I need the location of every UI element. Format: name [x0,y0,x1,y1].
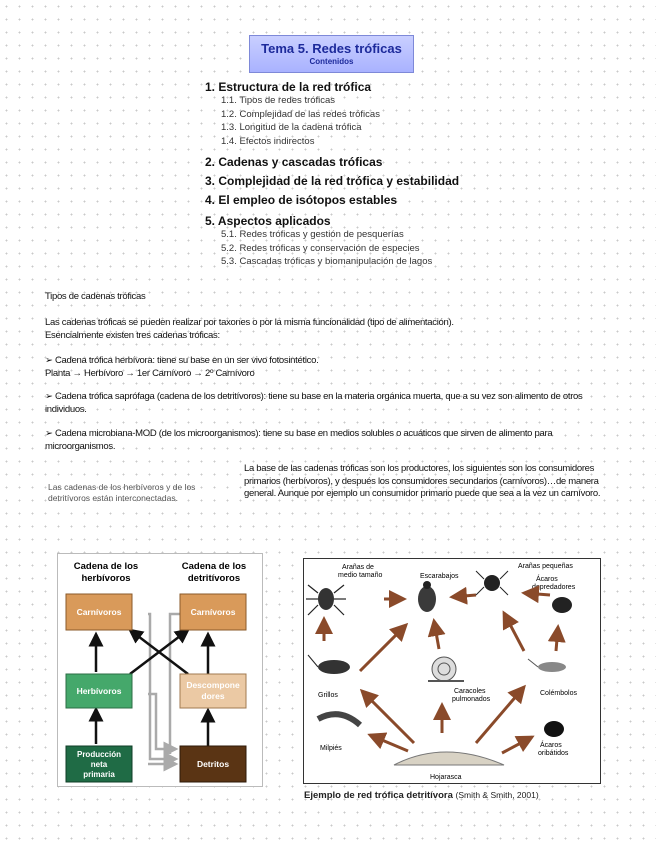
section-5-3: 5.3. Cascadas tróficas y biomanipulación de lagos [221,256,433,267]
page-subtitle: Contenidos [309,57,354,66]
chains-diagram-svg [58,554,262,786]
label-prod-1: Producción [76,750,122,759]
spider-small-icon [476,571,508,595]
label-detritos: Detritos [196,759,230,769]
intro-line-2: Esencialmente existen tres cadenas tróficas: [45,330,220,341]
arrow-col-arp [504,613,524,651]
beetle-icon [418,581,436,612]
section-5: 5. Aspectos aplicados [205,214,331,228]
bullet-herbivora: ➢ Cadena trófica herbívora: tiene su base en un ser vivo fotosintético. [45,355,319,366]
caption-text: Ejemplo de red trófica detritívora [304,790,453,801]
chains-diagram [57,553,263,787]
label-carnivoros-1: Carnívoros [76,607,122,617]
arrow-car-esc [434,621,439,649]
title-box [249,35,414,73]
lbl-colembolos: Colémbolos [540,690,577,697]
section-3: 3. Complejidad de la red trófica y estabilidad [205,174,460,188]
intro-line-1: Las cadenas tróficas se pueden realizar por taxones o por la misma funcionalidad (tipo de alimentación). [45,317,454,328]
spider-medium-icon [306,585,346,615]
body-heading: Tipos de cadenas tróficas [45,291,146,302]
arrow-hoj-gri [362,691,414,743]
section-4: 4. El empleo de isótopos estables [205,193,398,207]
col1-line2: herbívoros [81,573,131,584]
lbl-acaros-orib-1: Ácaros [540,742,562,749]
lbl-aranas-medio-1: Arañas de [342,564,374,571]
chain-example: Planta → Herbívoro → 1er Carnívoro → 2º Carnívoro [45,368,255,379]
section-1-4: 1.4. Efectos indirectos [221,135,315,147]
section-1-1: 1.1. Tipos de redes tróficas [221,95,336,106]
section-1-3: 1.3. Longitud de la cadena trófica [221,122,362,133]
caption-source: (Smith & Smith, 2001) [455,790,539,800]
arrow-arp-esc [452,595,476,597]
section-2: 2. Cadenas y cascadas tróficas [205,155,383,169]
lbl-escarabajos: Escarabajos [420,573,459,580]
interconnection-note: Las cadenas de los herbívoros y de los detritívoros están interconectadas. [48,482,196,503]
oribatid-mite-icon [544,721,564,737]
label-prod-3: primaria [83,770,115,779]
section-5-2: 5.2. Redes tróficas y conservación de especies [221,242,420,254]
contents-list [205,80,505,269]
detritivore-web [303,558,601,784]
lbl-aranas-medio-2: medio tamaño [338,572,383,579]
bullet-saprofaga: ➢ Cadena trófica saprófaga (cadena de los detritívoros): tiene su base en la materia orgánica muerta, que a su vez son alimento de otros individuos. [45,391,583,415]
col1-line1: Cadena de los [73,561,139,572]
arrow-hoj-aco [502,737,532,753]
cricket-icon [308,655,350,674]
grey-flow-2 [148,694,176,749]
label-herbivoros: Herbívoros [76,686,122,696]
label-desc-2: dores [201,691,225,701]
lbl-caracoles-1: Caracoles [454,688,486,695]
lbl-aranas-peq: Arañas pequeñas [518,563,573,570]
bullet-microbiana: ➢ Cadena microbiana-MOD (de los microorganismos): tiene su base en medios solubles o acuáticos que sirven de alimento para microorganismos. [45,428,553,452]
section-1-2: 1.2. Complejidad de las redes tróficas [221,108,380,120]
lbl-acaros-dep-1: Ácaros [536,576,558,583]
detritivore-web-svg [304,559,600,783]
springtail-icon [528,659,566,672]
lbl-acaros-orib-2: oribátidos [538,750,569,757]
arrow-gri-esc [360,625,406,671]
lbl-grillos: Grillos [318,692,338,699]
snail-icon [428,657,464,681]
section-5-1: 5.1. Redes tróficas y gestión de pesquerías [221,229,404,240]
lbl-acaros-dep-2: depredadores [532,584,576,591]
col2-line2: detritívoros [187,573,241,584]
leaf-litter-icon [394,752,504,765]
grey-flow-4 [170,614,180,754]
base-paragraph: La base de las cadenas tróficas son los productores, los siguientes son los consumidores primarios (herbívoros), y después los consumidores secundarios (carnívoros)…de manera general. Aunque por ejemplo un consumidor primario puede que sea a la vez un carnívoro. [244,463,601,499]
arrow-col-aca [556,627,558,651]
label-prod-2: neta [90,760,108,769]
lbl-caracoles-2: pulmonados [452,696,491,703]
predator-mite-icon [552,597,572,613]
lbl-hojarasca: Hojarasca [430,774,462,781]
grey-flow-1 [148,614,176,759]
figure-caption [304,790,604,801]
page-title: Tema 5. Redes tróficas [261,41,402,56]
label-carnivoros-2: Carnívoros [190,607,236,617]
section-1: 1. Estructura de la red trófica [205,80,372,94]
arrow-aca-arp [524,593,550,595]
millipede-icon [318,714,360,725]
lbl-milpies: Milpiés [320,745,342,752]
col2-line1: Cadena de los [181,561,247,572]
label-desc-1: Descompone [186,680,240,690]
arrow-hoj-mil [370,735,408,751]
